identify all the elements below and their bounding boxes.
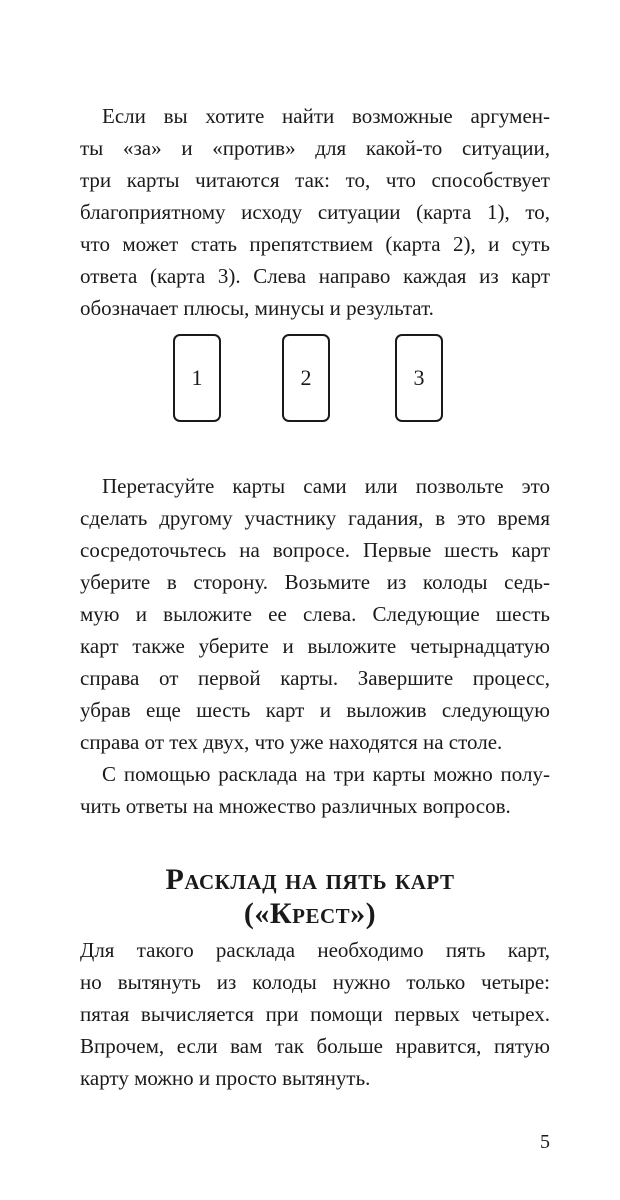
text-line: Если вы хотите найти возможные аргумен- bbox=[102, 104, 550, 128]
text-line: Перетасуйте карты сами или позвольте это bbox=[102, 474, 550, 498]
text-line: сделать другому участнику гадания, в это время bbox=[80, 506, 550, 530]
text-line: уберите в сторону. Возьмите из колоды седь- bbox=[80, 570, 550, 594]
text-line: карту можно и просто вытянуть. bbox=[80, 1066, 371, 1090]
text-line: что может стать препятствием (карта 2), и суть bbox=[80, 232, 550, 256]
text-line: справа от тех двух, что уже находятся на столе. bbox=[80, 730, 503, 754]
text-line: справа от первой карты. Завершите процесс, bbox=[80, 666, 550, 690]
text-line: сосредоточьтесь на вопросе. Первые шесть карт bbox=[80, 538, 550, 562]
text-line: ты «за» и «против» для какой-то ситуации, bbox=[80, 136, 550, 160]
text-line: обозначает плюсы, минусы и результат. bbox=[80, 296, 434, 320]
text-line: С помощью расклада на три карты можно полу- bbox=[102, 762, 550, 786]
paragraph-pros-cons bbox=[80, 100, 550, 324]
text-line: Впрочем, если вам так больше нравится, пятую bbox=[80, 1034, 550, 1058]
text-line: мую и выложите ее слева. Следующие шесть bbox=[80, 602, 550, 626]
card-1: 1 bbox=[173, 334, 221, 422]
text-line: но вытянуть из колоды нужно только четыре: bbox=[80, 970, 550, 994]
page-number: 5 bbox=[540, 1131, 550, 1153]
paragraph-shuffle-instructions bbox=[80, 470, 550, 822]
section-heading-line-1: Расклад на пять карт bbox=[165, 863, 455, 896]
section-heading-line-2: («Крест») bbox=[243, 897, 377, 930]
text-line: чить ответы на множество различных вопросов. bbox=[80, 794, 511, 818]
card-2: 2 bbox=[282, 334, 330, 422]
text-line: пятая вычисляется при помощи первых четырех. bbox=[80, 1002, 550, 1026]
paragraph-five-card-spread bbox=[80, 934, 550, 1094]
text-line: благоприятному исходу ситуации (карта 1), то, bbox=[80, 200, 550, 224]
text-line: ответа (карта 3). Слева направо каждая из карт bbox=[80, 264, 550, 288]
text-line: убрав еще шесть карт и выложив следующую bbox=[80, 698, 550, 722]
text-line: карт также уберите и выложите четырнадцатую bbox=[80, 634, 550, 658]
text-line: три карты читаются так: то, что способствует bbox=[80, 168, 550, 192]
three-card-spread-diagram bbox=[0, 334, 620, 428]
card-3: 3 bbox=[395, 334, 443, 422]
text-line: Для такого расклада необходимо пять карт, bbox=[80, 938, 550, 962]
